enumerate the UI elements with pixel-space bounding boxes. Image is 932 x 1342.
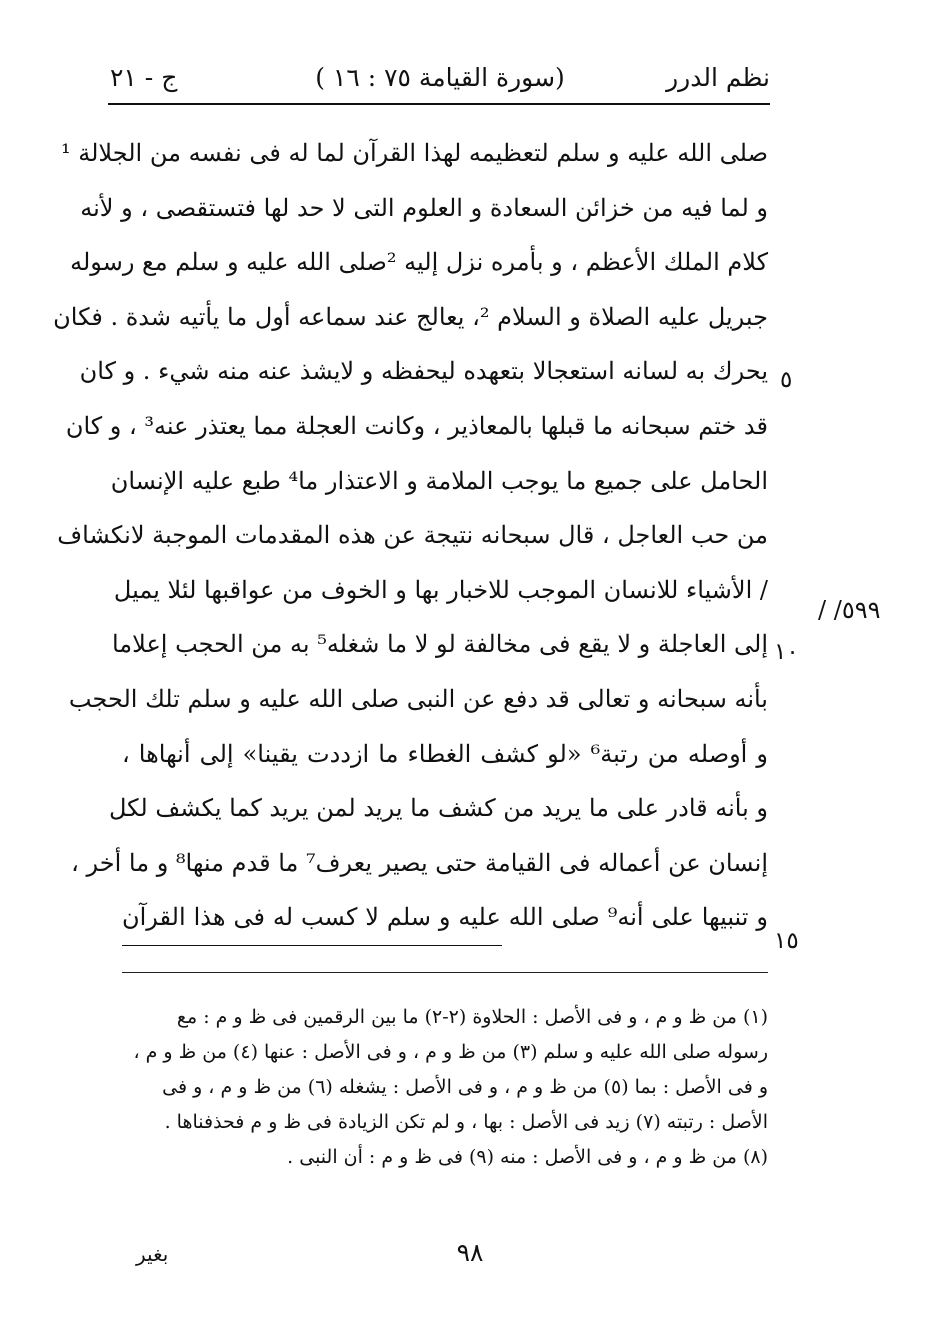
text-line: / الأشياء للانسان الموجب للاخبار بها و الخوف من عواقبها لئلا يميل	[113, 575, 768, 604]
text-line: و تنبيها على أنه⁹ صلى الله عليه و سلم لا كسب له فى هذا القرآن	[122, 903, 768, 932]
part-number: ج - ٢١	[110, 63, 178, 92]
line-number: ١٥	[774, 928, 799, 954]
line-number: ١٠	[774, 639, 799, 665]
footnote-line: رسوله صلى الله عليه و سلم (٣) من ظ و م ، و فى الأصل : عنها (٤) من ظ و م ،	[133, 1041, 768, 1063]
running-header	[110, 56, 770, 100]
footnote-line: و فى الأصل : بما (٥) من ظ و م ، و فى الأصل : يشغله (٦) من ظ و م ، و فى	[162, 1076, 768, 1098]
page-number: ٩٨	[456, 1238, 484, 1267]
footnote-line: (٨) من ظ و م ، و فى الأصل : منه (٩) فى ظ و م : أن النبى .	[287, 1146, 768, 1168]
footnote-line: الأصل : رتبته (٧) زيد فى الأصل : بها ، و لم تكن الزيادة فى ظ و م فحذفناها .	[164, 1111, 768, 1133]
text-line: إلى العاجلة و لا يقع فى مخالفة لو لا ما شغله⁵ به من الحجب إعلاما	[111, 630, 768, 659]
text-line: قد ختم سبحانه ما قبلها بالمعاذير ، وكانت العجلة مما يعتذر عنه³ ، و كان	[65, 411, 768, 440]
text-line: يحرك به لسانه استعجالا بتعهده ليحفظه و لايشذ عنه منه شيء . و كان	[79, 357, 768, 386]
footnotes	[122, 1000, 768, 1175]
text-line: كلام الملك الأعظم ، و بأمره نزل إليه ²صلى الله عليه و سلم مع رسوله	[70, 248, 768, 277]
text-line: بأنه سبحانه و تعالى قد دفع عن النبى صلى الله عليه و سلم تلك الحجب	[68, 684, 768, 713]
text-line: صلى الله عليه و سلم لتعظيمه لهذا القرآن لما له فى نفسه من الجلالة ¹	[61, 139, 768, 167]
book-title: نظم الدرر	[666, 63, 770, 92]
footnote-separator	[122, 972, 768, 973]
margin-manuscript-reference: ٥٩٩/ /	[818, 596, 881, 624]
footnote-line: (١) من ظ و م ، و فى الأصل : الحلاوة (٢-٢) ما بين الرقمين فى ظ و م : مع	[176, 1006, 768, 1028]
text-line: و لما فيه من خزائن السعادة و العلوم التى لا حد لها فتستقصى ، و لأنه	[80, 193, 768, 222]
main-text	[53, 126, 768, 945]
text-line: جبريل عليه الصلاة و السلام ²، يعالج عند سماعه أول ما يأتيه شدة . فكان	[53, 302, 768, 331]
underline-rule	[122, 945, 502, 946]
header-rule	[108, 103, 770, 105]
text-line: الحامل على جميع ما يوجب الملامة و الاعتذار ما⁴ طبع عليه الإنسان	[110, 466, 768, 495]
text-line: إنسان عن أعماله فى القيامة حتى يصير يعرف⁷ ما قدم منها⁸ و ما أخر ،	[71, 848, 768, 877]
text-line: و بأنه قادر على ما يريد من كشف ما يريد لمن يريد كما يكشف لكل	[108, 794, 768, 823]
line-number: ٥	[780, 367, 793, 393]
catchword: بغير	[136, 1242, 169, 1266]
text-line: و أوصله من رتبة⁶ «لو كشف الغطاء ما ازددت يقينا» إلى أنهاها ،	[122, 739, 768, 768]
surah-reference: (سورة القيامة ٧٥ : ١٦ )	[315, 63, 565, 92]
text-line: من حب العاجل ، قال سبحانه نتيجة عن هذه المقدمات الموجبة لانكشاف	[57, 521, 768, 550]
